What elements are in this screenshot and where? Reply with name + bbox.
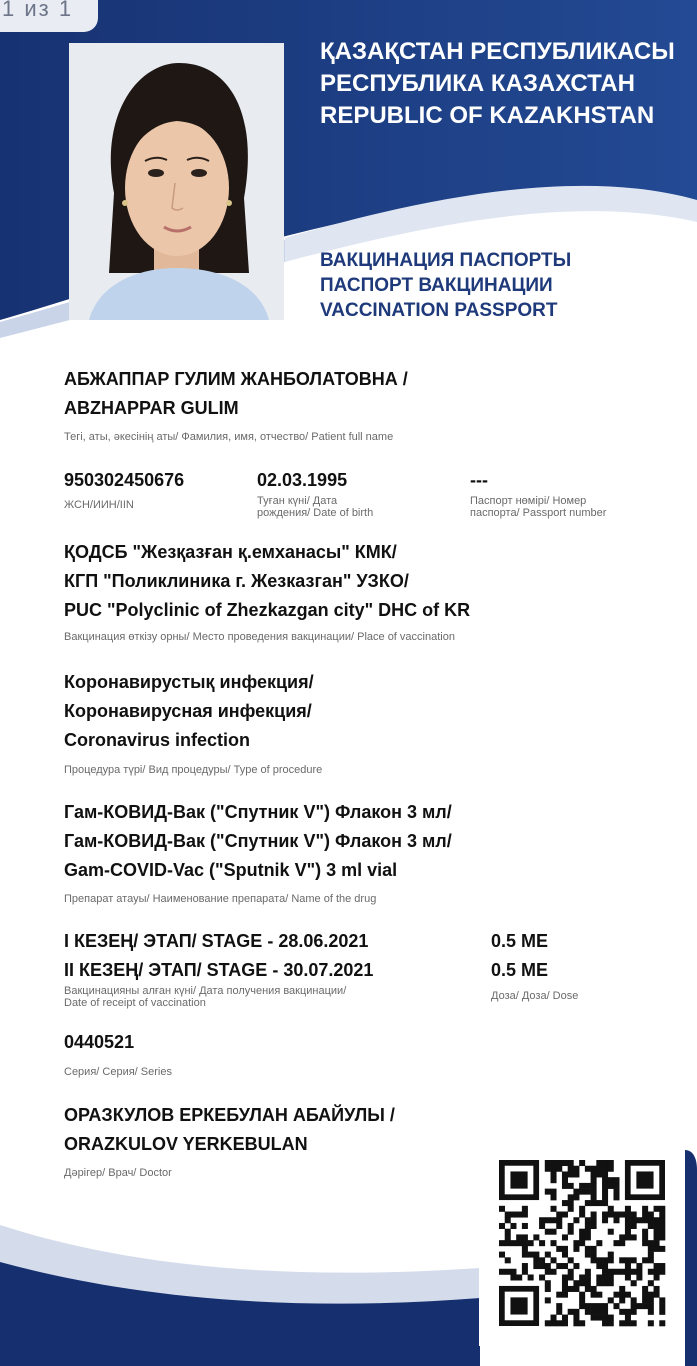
doctor-label: Дәрігер/ Врач/ Doctor: [64, 1167, 172, 1179]
drug-line2: Гам-КОВИД-Вак ("Спутник V") Флакон 3 мл/: [64, 831, 452, 851]
page-counter-badge: 1 из 1: [0, 0, 98, 32]
place-label: Вакцинация өткізу орны/ Место проведения вакцинации/ Place of vaccination: [64, 631, 455, 643]
patient-name-line1: АБЖАППАР ГУЛИМ ЖАНБОЛАТОВНА /: [64, 369, 408, 389]
dob-label-2: рождения/ Date of birth: [257, 507, 374, 519]
passport-value: ---: [470, 470, 488, 490]
iin-field: [64, 466, 184, 511]
country-name: [320, 36, 690, 132]
patient-name-line2: ABZHAPPAR GULIM: [64, 398, 239, 418]
procedure-line1: Коронавирустық инфекция/: [64, 672, 314, 692]
dose-2: 0.5 МЕ: [491, 960, 549, 980]
doctor-line2: ORAZKULOV YERKEBULAN: [64, 1134, 308, 1154]
qr-code: [479, 1140, 685, 1346]
series-field: [64, 1028, 172, 1078]
passport-label-1: Паспорт нөмірі/ Номер: [470, 495, 587, 507]
series-label: Серия/ Серия/ Series: [64, 1066, 172, 1078]
drug-label: Препарат атауы/ Наименование препарата/ Name of the drug: [64, 893, 377, 905]
procedure-line3: Coronavirus infection: [64, 730, 251, 750]
procedure-field: [64, 668, 322, 776]
stage-2: II КЕЗЕҢ/ ЭТАП/ STAGE - 30.07.2021: [64, 960, 374, 980]
dose-1: 0.5 МЕ: [491, 931, 549, 951]
dose-label: Доза/ Доза/ Dose: [491, 990, 579, 1002]
iin-value: 950302450676: [64, 470, 185, 490]
dob-value: 02.03.1995: [257, 470, 348, 490]
patient-name-label: Тегі, аты, әкесінің аты/ Фамилия, имя, отчество/ Patient full name: [64, 431, 394, 443]
drug-line3: Gam-COVID-Vac ("Sputnik V") 3 ml vial: [64, 860, 398, 880]
country-name-en: REPUBLIC OF KAZAKHSTAN: [320, 102, 655, 129]
procedure-label: Процедура түрі/ Вид процедуры/ Type of procedure: [64, 764, 323, 776]
stages-field: [64, 927, 373, 1009]
place-line3: PUC "Polyclinic of Zhezkazgan city" DHC of KR: [64, 600, 471, 620]
qr-code-pattern: [479, 1140, 685, 1346]
procedure-line2: Коронавирусная инфекция/: [64, 701, 312, 721]
vaccination-place-field: [64, 538, 470, 643]
doctor-line1: ОРАЗКУЛОВ ЕРКЕБУЛАН АБАЙУЛЫ /: [64, 1105, 395, 1125]
country-name-kz: ҚАЗАҚСТАН РЕСПУБЛИКАСЫ: [320, 38, 675, 65]
patient-name-field: [64, 365, 408, 443]
document-title-kz: ВАКЦИНАЦИЯ ПАСПОРТЫ: [320, 250, 572, 271]
dob-field: [257, 466, 373, 519]
passport-field: [470, 466, 606, 519]
stage-date-label-2: Date of receipt of vaccination: [64, 997, 206, 1009]
place-line2: КГП "Поликлиника г. Жезказган" УЗКО/: [64, 571, 409, 591]
document-title-ru: ПАСПОРТ ВАКЦИНАЦИИ: [320, 275, 553, 296]
series-value: 0440521: [64, 1032, 135, 1052]
place-line1: ҚОДСБ "Жезқазған қ.емханасы" КМК/: [64, 542, 397, 562]
stage-date-label-1: Вакцинацияны алған күні/ Дата получения вакцинации/: [64, 985, 347, 997]
document-title: [320, 248, 690, 323]
dose-field: [491, 927, 578, 1002]
dob-label-1: Туған күні/ Дата: [257, 495, 338, 507]
patient-photo: [69, 43, 284, 320]
drug-line1: Гам-КОВИД-Вак ("Спутник V") Флакон 3 мл/: [64, 802, 452, 822]
drug-field: [64, 798, 452, 905]
document-title-en: VACCINATION PASSPORT: [320, 300, 558, 321]
iin-label: ЖСН/ИИН/IIN: [64, 499, 134, 511]
stage-1: I КЕЗЕҢ/ ЭТАП/ STAGE - 28.06.2021: [64, 931, 369, 951]
country-name-ru: РЕСПУБЛИКА КАЗАХСТАН: [320, 70, 635, 97]
passport-label-2: паспорта/ Passport number: [470, 507, 607, 519]
